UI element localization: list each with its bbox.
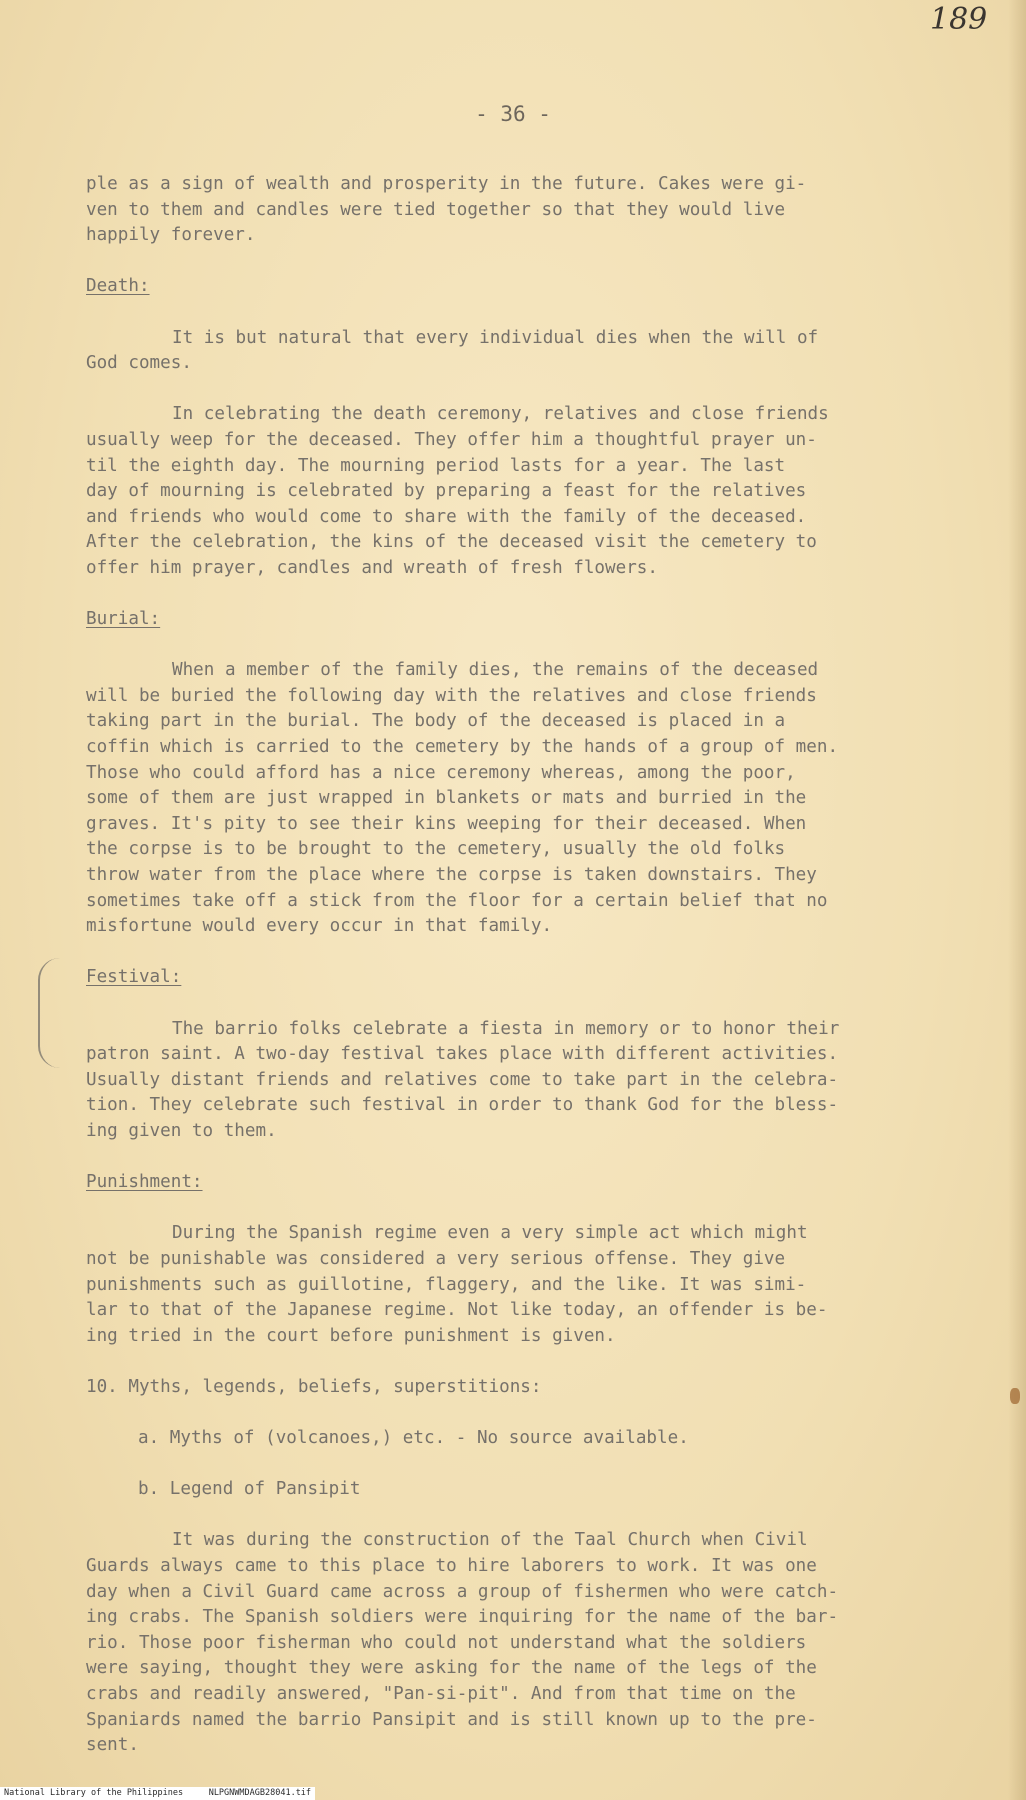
blank-line bbox=[86, 1401, 966, 1427]
text-line: ing crabs. The Spanish soldiers were inquiring for the name of the bar- bbox=[86, 1607, 839, 1628]
page-edge-shadow bbox=[1008, 0, 1026, 1800]
text-line: coffin which is carried to the cemetery by the hands of a group of men. bbox=[86, 737, 839, 758]
section-heading bbox=[86, 274, 966, 300]
text-line: til the eighth day. The mourning period lasts for a year. The last bbox=[86, 455, 786, 476]
blank-line bbox=[86, 633, 966, 659]
blank-line bbox=[86, 1452, 966, 1478]
text-line: Guards always came to this place to hire laborers to work. It was one bbox=[86, 1556, 817, 1577]
text-line: ing tried in the court before punishment is given. bbox=[86, 1325, 616, 1346]
document-body bbox=[86, 172, 966, 1759]
text-line: usually weep for the deceased. They offer him a thoughtful prayer un- bbox=[86, 429, 817, 450]
blank-line bbox=[86, 940, 966, 966]
text-line: Those who could afford has a nice ceremony whereas, among the poor, bbox=[86, 762, 796, 783]
handwritten-page-number: 189 bbox=[930, 2, 988, 37]
section-heading-text: Punishment: bbox=[86, 1172, 203, 1193]
section-heading-text: Festival: bbox=[86, 967, 182, 988]
scan-footer-label: National Library of the Philippines NLPGNWMDAGB28041.tif bbox=[0, 1787, 315, 1800]
blank-line bbox=[86, 300, 966, 326]
text-line: sometimes take off a stick from the floor for a certain belief that no bbox=[86, 890, 828, 911]
text-line: day when a Civil Guard came across a group of fishermen who were catch- bbox=[86, 1581, 839, 1602]
text-line: tion. They celebrate such festival in order to thank God for the bless- bbox=[86, 1095, 839, 1116]
text-line: rio. Those poor fisherman who could not understand what the soldiers bbox=[86, 1632, 807, 1653]
text-line: and friends who would come to share with the family of the deceased. bbox=[86, 506, 807, 527]
text-line: graves. It's pity to see their kins weeping for their deceased. When bbox=[86, 813, 807, 834]
text-line: the corpse is to be brought to the cemetery, usually the old folks bbox=[86, 839, 786, 860]
text-line: some of them are just wrapped in blankets or mats and burried in the bbox=[86, 788, 807, 809]
blank-line bbox=[86, 377, 966, 403]
text-line: When a member of the family dies, the remains of the deceased bbox=[172, 660, 819, 681]
text-line: The barrio folks celebrate a fiesta in memory or to honor their bbox=[172, 1018, 840, 1039]
text-line: 10. Myths, legends, beliefs, superstitions: bbox=[86, 1376, 542, 1397]
section-heading-text: Burial: bbox=[86, 609, 161, 630]
text-line: punishments such as guillotine, flaggery, and the like. It was simi- bbox=[86, 1274, 807, 1295]
blank-line bbox=[86, 249, 966, 275]
list-item: a. Myths of (volcanoes,) etc. - No source available. bbox=[138, 1428, 689, 1449]
blank-line bbox=[86, 991, 966, 1017]
text-line: In celebrating the death ceremony, relatives and close friends bbox=[172, 404, 829, 425]
text-line: Spaniards named the barrio Pansipit and is still known up to the pre- bbox=[86, 1709, 817, 1730]
text-line: lar to that of the Japanese regime. Not like today, an offender is be- bbox=[86, 1300, 828, 1321]
text-line: sent. bbox=[86, 1735, 139, 1756]
text-line: were saying, thought they were asking for the name of the legs of the bbox=[86, 1658, 817, 1679]
blank-line bbox=[86, 1196, 966, 1222]
text-line: ple as a sign of wealth and prosperity in the future. Cakes were gi- bbox=[86, 174, 807, 194]
text-line: taking part in the burial. The body of the deceased is placed in a bbox=[86, 711, 786, 732]
section-heading bbox=[86, 965, 966, 991]
text-line: day of mourning is celebrated by preparing a feast for the relatives bbox=[86, 481, 807, 502]
blank-line bbox=[86, 1145, 966, 1171]
text-line: crabs and readily answered, "Pan-si-pit". And from that time on the bbox=[86, 1684, 796, 1705]
list-item: b. Legend of Pansipit bbox=[138, 1479, 361, 1500]
text-line: Usually distant friends and relatives come to take part in the celebra- bbox=[86, 1069, 839, 1090]
text-line: patron saint. A two-day festival takes place with different activities. bbox=[86, 1044, 839, 1065]
section-heading-text: Death: bbox=[86, 276, 150, 297]
text-line: throw water from the place where the corpse is taken downstairs. They bbox=[86, 865, 817, 886]
section-heading bbox=[86, 607, 966, 633]
text-line: happily forever. bbox=[86, 225, 256, 246]
text-line: ven to them and candles were tied together so that they would live bbox=[86, 199, 786, 220]
text-line: God comes. bbox=[86, 353, 192, 374]
blank-line bbox=[86, 582, 966, 608]
text-line: not be punishable was considered a very serious offense. They give bbox=[86, 1248, 786, 1269]
handwritten-bracket-mark bbox=[38, 958, 60, 1068]
text-line: ing given to them. bbox=[86, 1120, 277, 1141]
blank-line bbox=[86, 1503, 966, 1529]
paper-stain bbox=[1010, 1388, 1020, 1404]
text-line: It is but natural that every individual dies when the will of bbox=[172, 327, 819, 348]
blank-line bbox=[86, 1349, 966, 1375]
text-line: It was during the construction of the Taal Church when Civil bbox=[172, 1530, 808, 1551]
text-line: After the celebration, the kins of the deceased visit the cemetery to bbox=[86, 532, 817, 553]
text-line: will be buried the following day with the relatives and close friends bbox=[86, 685, 817, 706]
section-heading bbox=[86, 1170, 966, 1196]
page-number: - 36 - bbox=[475, 102, 551, 126]
text-line: offer him prayer, candles and wreath of fresh flowers. bbox=[86, 557, 658, 578]
text-line: misfortune would every occur in that family. bbox=[86, 916, 553, 937]
text-line: During the Spanish regime even a very simple act which might bbox=[172, 1223, 808, 1244]
